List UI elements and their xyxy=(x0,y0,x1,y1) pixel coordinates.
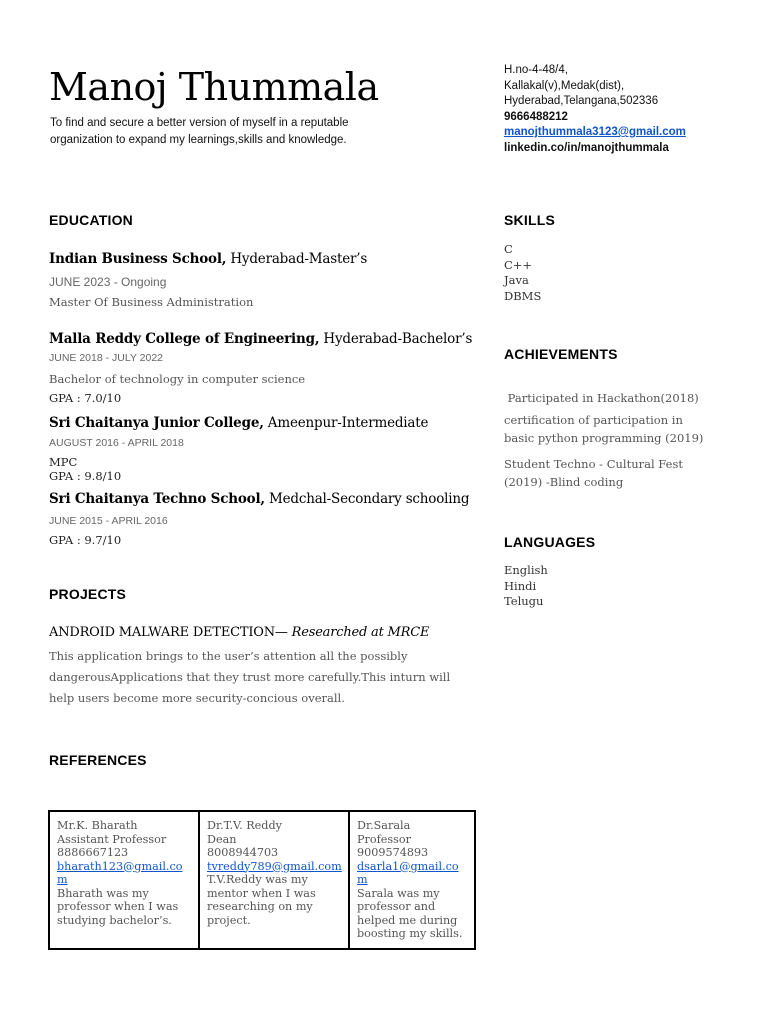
project-description: This application brings to the user’s attention all the possibly dangerousApplications that they trust more carefully.This inturn will help users become more security-concious overall. xyxy=(49,649,451,705)
education-entry-1-degree: Master Of Business Administration xyxy=(49,295,254,309)
reference-email-link[interactable]: dsarla1@gmail.com xyxy=(357,859,459,886)
language-item: Hindi xyxy=(504,578,537,593)
education-entry-4-title xyxy=(49,490,469,508)
skills-list xyxy=(504,242,541,304)
reference-name: Dr.Sarala xyxy=(357,819,411,832)
references-heading: REFERENCES xyxy=(49,752,147,768)
school-location: Ameenpur-Intermediate xyxy=(263,415,429,431)
language-item: English xyxy=(504,563,548,577)
education-entry-3-date: AUGUST 2016 - APRIL 2018 xyxy=(49,437,184,449)
skill-item: DBMS xyxy=(504,288,542,303)
education-entry-3-title xyxy=(49,414,428,432)
education-entry-2-gpa: GPA : 7.0/10 xyxy=(49,391,122,405)
reference-title: Professor xyxy=(357,832,411,846)
email-link[interactable]: manojthummala3123@gmail.com xyxy=(504,126,686,138)
education-entry-1-date: JUNE 2023 - Ongoing xyxy=(49,275,167,289)
school-location: Medchal-Secondary schooling xyxy=(264,491,470,507)
reference-name: Mr.K. Bharath xyxy=(57,819,138,832)
school-name: Malla Reddy College of Engineering, xyxy=(49,331,320,347)
reference-cell-1 xyxy=(50,812,198,948)
skill-item: C xyxy=(504,242,513,256)
education-entry-4-gpa: GPA : 9.7/10 xyxy=(49,533,122,547)
reference-note: Bharath was my professor when I was studying bachelor’s. xyxy=(57,886,179,927)
reference-name: Dr.T.V. Reddy xyxy=(207,819,282,832)
references-table xyxy=(48,810,476,950)
projects-heading: PROJECTS xyxy=(49,586,127,602)
reference-note: Sarala was my professor and helped me during boosting my skills. xyxy=(357,886,463,940)
skills-heading: SKILLS xyxy=(504,212,555,228)
linkedin-link[interactable]: linkedin.co/in/manojthummala xyxy=(504,141,669,154)
reference-email-link[interactable]: tvreddy789@gmail.com xyxy=(207,859,342,873)
achievement-item: Student Techno - Cultural Fest (2019) -Blind coding xyxy=(504,457,683,489)
reference-cell-2 xyxy=(198,812,348,948)
school-location: Hyderabad-Master’s xyxy=(226,251,368,267)
address-line-3: Hyderabad,Telangana,502336 xyxy=(504,95,659,107)
reference-phone: 8886667123 xyxy=(57,846,129,859)
phone-number: 9666488212 xyxy=(504,110,568,123)
education-entry-2-title xyxy=(49,330,472,348)
school-name: Sri Chaitanya Techno School, xyxy=(49,491,265,507)
achievement-item: certification of participation in basic python programming (2019) xyxy=(504,413,704,445)
school-location: Hyderabad-Bachelor’s xyxy=(319,331,473,347)
reference-title: Assistant Professor xyxy=(57,832,167,846)
skill-item: C++ xyxy=(504,257,533,272)
education-entry-4-date: JUNE 2015 - APRIL 2016 xyxy=(49,515,168,527)
address-line-2: Kallakal(v),Medak(dist), xyxy=(504,79,625,92)
language-item: Telugu xyxy=(504,594,544,608)
education-heading: EDUCATION xyxy=(49,212,133,228)
languages-heading: LANGUAGES xyxy=(504,534,596,550)
skill-item: Java xyxy=(504,273,529,287)
reference-title: Dean xyxy=(207,832,237,846)
achievement-item: Participated in Hackathon(2018) xyxy=(504,391,699,405)
education-entry-2-degree: Bachelor of technology in computer science xyxy=(49,372,306,386)
school-name: Sri Chaitanya Junior College, xyxy=(49,415,264,431)
project-subtitle: Researched at MRCE xyxy=(291,625,430,640)
education-entry-2-date: JUNE 2018 - JULY 2022 xyxy=(49,352,164,364)
project-title xyxy=(49,624,429,642)
education-entry-3-degree: MPC xyxy=(49,455,78,469)
address-line-1: H.no-4-48/4, xyxy=(504,64,568,76)
education-entry-1-title xyxy=(49,250,367,268)
resume-name: Manoj Thummala xyxy=(49,65,379,109)
education-entry-3-gpa: GPA : 9.8/10 xyxy=(49,469,122,483)
reference-email-link[interactable]: bharath123@gmail.com xyxy=(57,859,183,886)
project-dash: — xyxy=(274,625,292,640)
contact-block xyxy=(504,63,754,156)
project-name: ANDROID MALWARE DETECTION xyxy=(49,625,275,640)
reference-cell-3 xyxy=(348,812,474,948)
objective-statement: To find and secure a better version of myself in a reputable organization to expand my learnings,skills and knowledge. xyxy=(50,117,349,146)
languages-list xyxy=(504,563,548,610)
reference-phone: 9009574893 xyxy=(357,846,429,859)
achievements-heading: ACHIEVEMENTS xyxy=(504,346,618,362)
school-name: Indian Business School, xyxy=(49,251,227,267)
reference-note: T.V.Reddy was my mentor when I was researching on my project. xyxy=(207,873,316,927)
reference-phone: 8008944703 xyxy=(207,846,279,859)
